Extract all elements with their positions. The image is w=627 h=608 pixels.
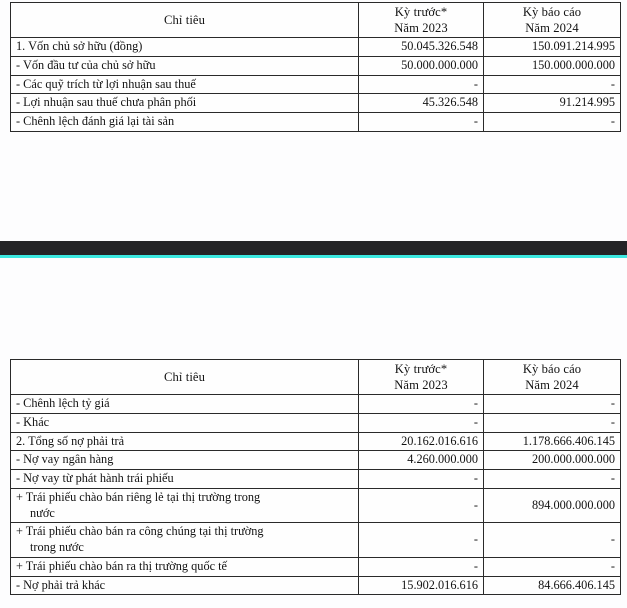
row-value-reporting-period: - [484, 413, 621, 432]
row-value-reporting-period: - [484, 557, 621, 576]
header-reporting-period-line2: Năm 2024 [525, 21, 579, 36]
row-value-reporting-period: - [484, 523, 621, 557]
header-previous-period-line1: Kỳ trước* [394, 5, 448, 19]
row-value-previous-period: 50.045.326.548 [359, 38, 484, 57]
row-label-continuation: nước [30, 505, 55, 520]
section-liabilities [0, 258, 627, 608]
table-row [11, 557, 621, 576]
header-label-indicator: Chỉ tiêu [11, 3, 359, 38]
table-row [11, 432, 621, 451]
liabilities-table-head [11, 360, 621, 395]
row-value-previous-period: - [359, 113, 484, 132]
table-row [11, 94, 621, 113]
row-label: - Lợi nhuận sau thuế chưa phân phối [11, 94, 359, 113]
liabilities-table [10, 359, 621, 595]
row-label: - Vốn đầu tư của chủ sở hữu [11, 56, 359, 75]
row-value-previous-period: - [359, 488, 484, 522]
row-value-previous-period: 50.000.000.000 [359, 56, 484, 75]
table-row [11, 113, 621, 132]
row-value-previous-period: - [359, 470, 484, 489]
row-value-reporting-period: 894.000.000.000 [484, 488, 621, 522]
section-separator [0, 241, 627, 258]
table-row [11, 576, 621, 595]
row-label: - Nợ vay từ phát hành trái phiếu [11, 470, 359, 489]
row-value-previous-period: - [359, 557, 484, 576]
table-one-wrapper [10, 2, 621, 132]
row-value-reporting-period: - [484, 470, 621, 489]
row-label: 1. Vốn chủ sở hữu (đồng) [11, 38, 359, 57]
table-row [11, 395, 621, 414]
table-row [11, 413, 621, 432]
row-value-previous-period: 4.260.000.000 [359, 451, 484, 470]
row-label: - Chênh lệch tỷ giá [11, 395, 359, 414]
row-label-continuation: trong nước [30, 540, 84, 555]
row-label: + Trái phiếu chào bán ra công chúng tại thị trường trong nước [11, 523, 359, 557]
row-value-reporting-period: - [484, 113, 621, 132]
section-equity [0, 0, 627, 241]
row-label: - Khác [11, 413, 359, 432]
row-value-previous-period: - [359, 395, 484, 414]
header-previous-period [359, 3, 484, 38]
header-previous-period [359, 360, 484, 395]
row-label: + Trái phiếu chào bán riêng lẻ tại thị trường trong nước [11, 488, 359, 522]
row-value-reporting-period: - [484, 75, 621, 94]
row-value-previous-period: - [359, 75, 484, 94]
row-label: + Trái phiếu chào bán ra thị trường quốc tế [11, 557, 359, 576]
table-row [11, 56, 621, 75]
table-header-row [11, 360, 621, 395]
row-value-reporting-period: - [484, 395, 621, 414]
header-previous-period-line1: Kỳ trước* [394, 362, 448, 376]
row-value-reporting-period: 91.214.995 [484, 94, 621, 113]
row-value-previous-period: 15.902.016.616 [359, 576, 484, 595]
header-reporting-period [484, 360, 621, 395]
header-previous-period-line2: Năm 2023 [394, 378, 448, 393]
row-value-previous-period: 45.326.548 [359, 94, 484, 113]
row-value-previous-period: - [359, 523, 484, 557]
table-header-row [11, 3, 621, 38]
equity-table-body [11, 38, 621, 132]
row-label: - Các quỹ trích từ lợi nhuận sau thuế [11, 75, 359, 94]
row-value-previous-period: 20.162.016.616 [359, 432, 484, 451]
table-row [11, 451, 621, 470]
table-row [11, 470, 621, 489]
row-label: - Nợ vay ngân hàng [11, 451, 359, 470]
row-value-reporting-period: 84.666.406.145 [484, 576, 621, 595]
row-value-reporting-period: 200.000.000.000 [484, 451, 621, 470]
row-value-reporting-period: 150.000.000.000 [484, 56, 621, 75]
header-label-indicator: Chỉ tiêu [11, 360, 359, 395]
row-value-reporting-period: 1.178.666.406.145 [484, 432, 621, 451]
table-row [11, 488, 621, 522]
equity-table [10, 2, 621, 132]
table-row [11, 38, 621, 57]
header-reporting-period [484, 3, 621, 38]
liabilities-table-body [11, 395, 621, 595]
header-previous-period-line2: Năm 2023 [394, 21, 448, 36]
table-row [11, 75, 621, 94]
row-value-previous-period: - [359, 413, 484, 432]
table-two-wrapper [10, 359, 621, 595]
table-row [11, 523, 621, 557]
row-label: - Nợ phải trả khác [11, 576, 359, 595]
equity-table-head [11, 3, 621, 38]
row-label: - Chênh lệch đánh giá lại tài sản [11, 113, 359, 132]
header-reporting-period-line2: Năm 2024 [525, 378, 579, 393]
row-label: 2. Tổng số nợ phải trả [11, 432, 359, 451]
header-reporting-period-line1: Kỳ báo cáo [522, 5, 582, 19]
separator-dark-band [0, 241, 627, 255]
header-reporting-period-line1: Kỳ báo cáo [522, 362, 582, 376]
row-value-reporting-period: 150.091.214.995 [484, 38, 621, 57]
